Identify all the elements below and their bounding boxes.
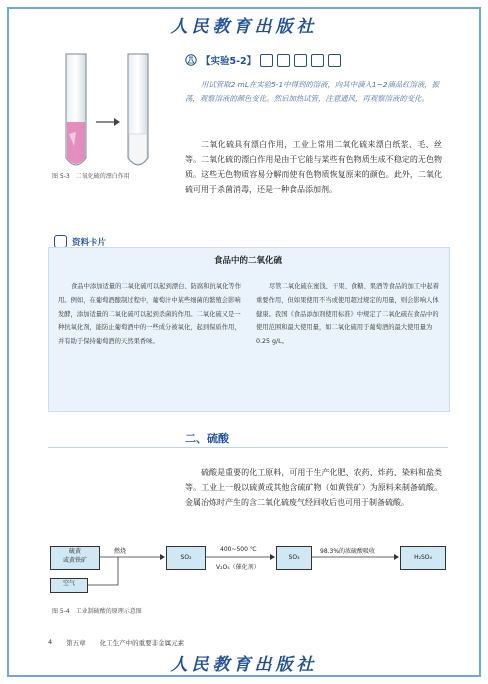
step-catalyst-label: V₂O₅（催化剂） bbox=[216, 564, 260, 571]
info-card-left-column: 食品中添加适量的二氧化硫可以起到漂白、防腐和抗氧化等作用。例如，在葡萄酒酿制过程中，葡萄汁中某些细菌的繁殖会影响发酵，添加适量的二氧化硫可以起到杀菌的作用。二氧化硫又是一种抗氧化剂，能防止葡萄酒中的一些成分被氧化，起到保质作用，并有助于保持葡萄酒的天然果香味。 bbox=[58, 283, 242, 346]
goggles-icon bbox=[260, 54, 273, 67]
arrow-right-icon bbox=[96, 118, 120, 126]
info-card-label: 资料卡片 bbox=[72, 237, 107, 248]
air-box: 空气 bbox=[50, 578, 88, 593]
so3-box: SO₃ bbox=[276, 546, 312, 570]
paragraph-so2-bleaching: 二氧化硫具有漂白作用，工业上常用二氧化硫来漂白纸浆、毛、丝等。二氧化硫的漂白作用是由于它能与某些有色物质生成不稳定的无色物质。这些无色物质容易分解而使有色物质恢复原来的颜色。此外，二氧化硫可用于杀菌消毒，还是一种食品添加剂。 bbox=[185, 140, 442, 194]
gloves-icon bbox=[277, 54, 290, 67]
ventilation-icon bbox=[311, 54, 324, 67]
test-tube-clear bbox=[128, 54, 148, 165]
publisher-logo-bottom: 人民教育出版社 bbox=[170, 655, 318, 675]
raw-material-line2: 或黄铁矿 bbox=[62, 557, 87, 564]
section-title-sulfuric-acid: 二、硫酸 bbox=[185, 432, 229, 445]
chapter-number: 第五章 bbox=[66, 639, 86, 647]
figure-caption-process: 图 5-4 工业制硫酸的原理示意图 bbox=[52, 608, 142, 615]
raw-material-line1: 硫黄 bbox=[68, 548, 81, 555]
experiment-title: 【实验5-2】 bbox=[201, 56, 257, 67]
section-divider bbox=[48, 447, 448, 448]
raw-material-box bbox=[50, 546, 100, 570]
step-combustion-label: 燃烧 bbox=[114, 548, 127, 555]
step-temperature-label: 400~500 ℃ bbox=[220, 546, 257, 553]
chapter-title: 化工生产中的重要非金属元素 bbox=[99, 639, 185, 647]
test-tube-pink bbox=[66, 54, 86, 165]
so2-box: SO₂ bbox=[166, 546, 206, 570]
figure-caption-tubes: 图 5-3 二氧化硫的漂白作用 bbox=[52, 173, 130, 180]
info-card-right-column: 尽管二氧化硫在蜜饯、干果、食糖、果酒等食品的加工中起着重要作用，但如果使用不当或使用超过规定的用量，则会影响人体健康。我国《食品添加剂使用标准》中规定了二氧化硫在食品中的使用范围和最大使用量，如二氧化硫用于葡萄酒的最大使用量为0.25 g/L。 bbox=[256, 283, 440, 346]
wash-hands-icon bbox=[328, 54, 341, 67]
step-absorption-label: 98.3%的浓硫酸吸收 bbox=[320, 548, 376, 555]
publisher-logo-top: 人民教育出版社 bbox=[170, 17, 318, 37]
test-tubes-figure bbox=[50, 50, 170, 180]
flame-icon bbox=[294, 54, 307, 67]
experiment-text-body: 用试管取2 mL在实验5-1中得到的溶液，向其中滴入1~2滴品红溶液，振荡，观察溶液的颜色变化。然后加热试管，注意通风，再观察溶液的变化。 bbox=[185, 80, 440, 103]
info-card-title: 食品中的二氧化硫 bbox=[213, 256, 282, 266]
sulfuric-acid-process-diagram bbox=[48, 542, 448, 602]
page-number: 4 bbox=[48, 638, 53, 646]
h2so4-box: H₂SO₄ bbox=[400, 546, 446, 570]
experiment-text bbox=[185, 78, 442, 106]
experiment-icon bbox=[185, 54, 197, 66]
page-footer bbox=[48, 638, 184, 647]
experiment-header bbox=[185, 53, 341, 67]
paragraph-sulfuric-acid: 硫酸是重要的化工原料，可用于生产化肥、农药、炸药、染料和盐类等。工业上一般以硫黄或其他含硫矿物（如黄铁矿）为原料来制备硫酸。金属冶炼时产生的含二氧化硫废气经回收后也可用于制备硫酸。 bbox=[185, 468, 442, 507]
